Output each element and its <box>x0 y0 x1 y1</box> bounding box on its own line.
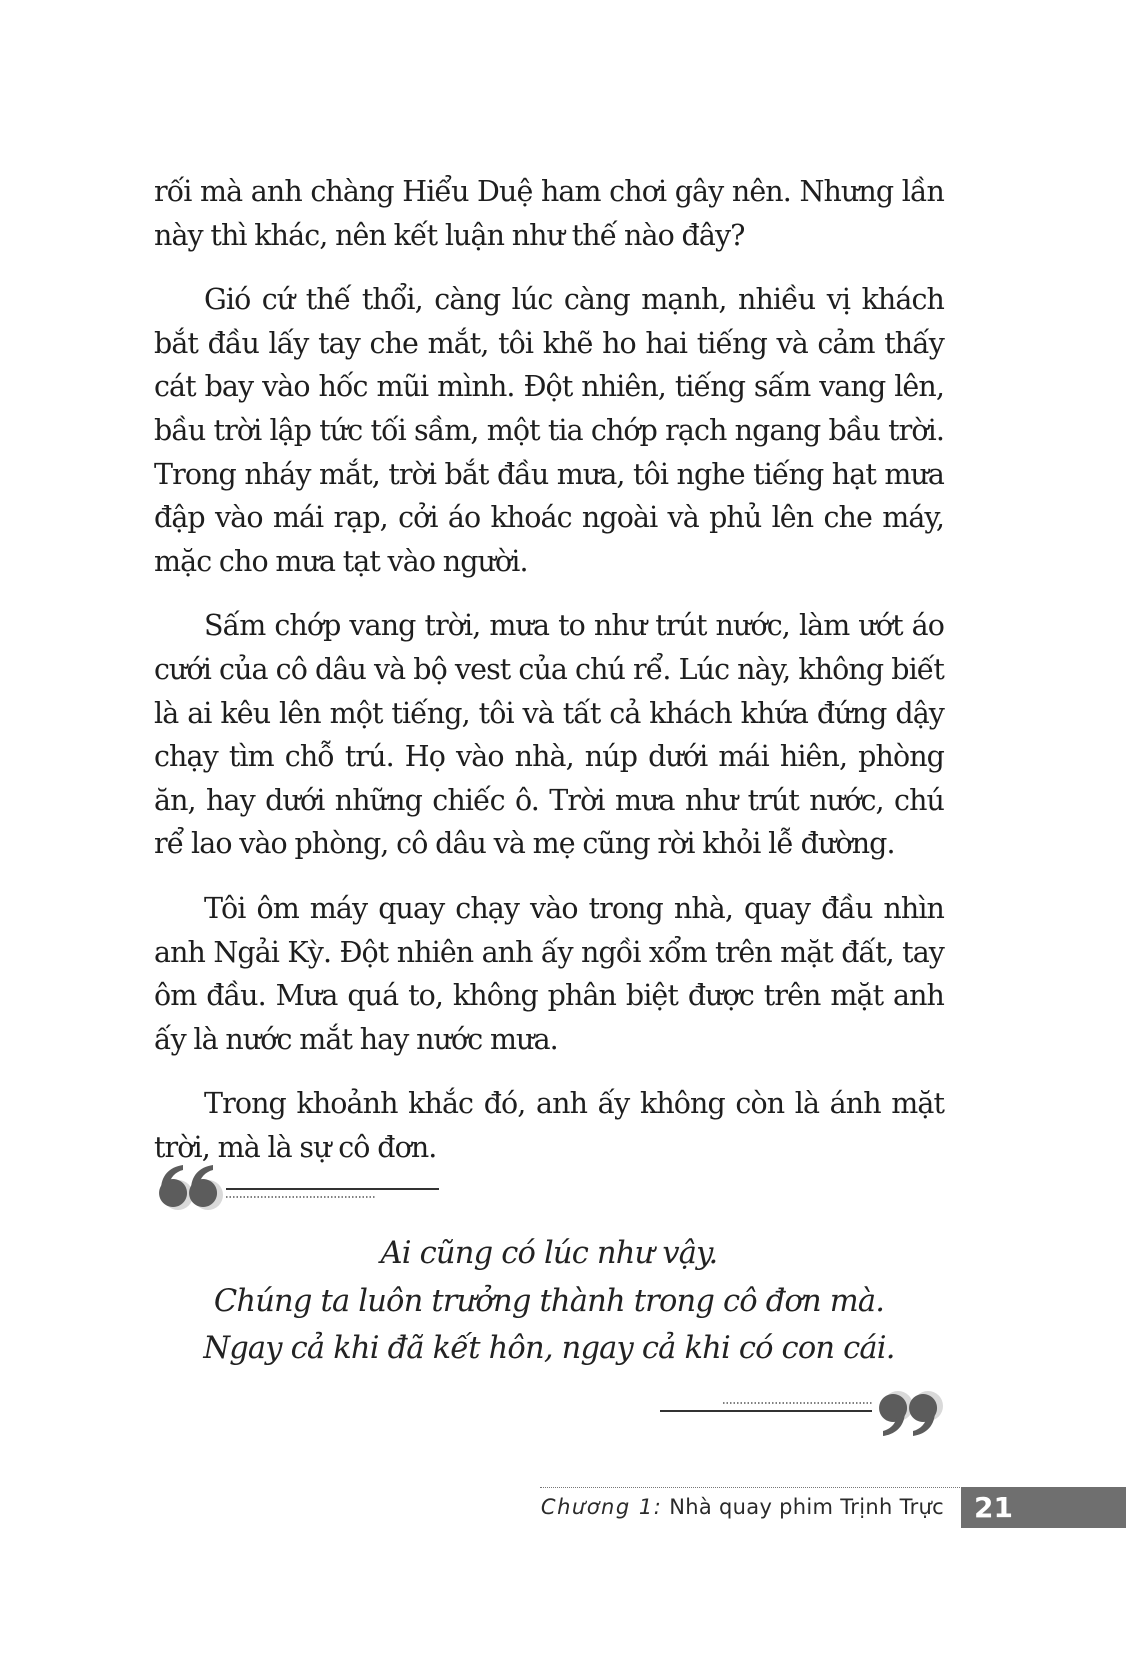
quote-line-1: Ai cũng có lúc như vậy. <box>380 1236 718 1271</box>
page-number: 21 <box>974 1491 1013 1524</box>
paragraph-1: rối mà anh chàng Hiểu Duệ ham chơi gây nên. Nhưng lần này thì khác, nên kết luận như thế nào đây? <box>154 175 944 252</box>
chapter-title: Nhà quay phim Trịnh Trực <box>669 1495 944 1519</box>
paragraph-4: Tôi ôm máy quay chạy vào trong nhà, quay đầu nhìn anh Ngải Kỳ. Đột nhiên anh ấy ngồi xổm trên mặt đất, tay ôm đầu. Mưa quá to, không phân biệt được trên mặt anh ấy là nước mắt hay nước mưa. <box>154 891 944 1056</box>
paragraph-3: Sấm chớp vang trời, mưa to như trút nước, làm ướt áo cưới của cô dâu và bộ vest của chú rể. Lúc này, không biết là ai kêu lên một tiếng, tôi và tất cả khách khứa đứng dậy chạy tìm chỗ trú. Họ vào nhà, núp dưới mái hiên, phòng ăn, hay dưới những chiếc ô. Trời mưa như trút nước, chú rể lao vào phòng, cô dâu và mẹ cũng rời khỏi lễ đường. <box>154 609 944 861</box>
footer-divider <box>540 1487 960 1488</box>
paragraph-2: Gió cứ thế thổi, càng lúc càng mạnh, nhiều vị khách bắt đầu lấy tay che mắt, tôi khẽ ho hai tiếng và cảm thấy cát bay vào hốc mũi mình. Đột nhiên, tiếng sấm vang lên, bầu trời lập tức tối sầm, một tia chớp rạch ngang bầu trời. Trong nháy mắt, trời bắt đầu mưa, tôi nghe tiếng hạt mưa đập vào mái rạp, cởi áo khoác ngoài và phủ lên che máy, mặc cho mưa tạt vào người. <box>154 283 944 578</box>
running-footer <box>541 1495 944 1519</box>
highlight-quote <box>154 1230 944 1373</box>
chapter-prefix: Chương 1: <box>540 1495 663 1519</box>
quote-line-2: Chúng ta luôn trưởng thành trong cô đơn mà. <box>213 1283 885 1319</box>
quote-line-3: Ngay cả khi đã kết hôn, ngay cả khi có con cái. <box>203 1331 895 1366</box>
paragraph-5: Trong khoảnh khắc đó, anh ấy không còn là ánh mặt trời, mà là sự cô đơn. <box>154 1087 944 1164</box>
opening-quote-icon <box>156 1163 456 1223</box>
body-text <box>154 170 944 1190</box>
closing-quote-icon <box>660 1380 950 1440</box>
